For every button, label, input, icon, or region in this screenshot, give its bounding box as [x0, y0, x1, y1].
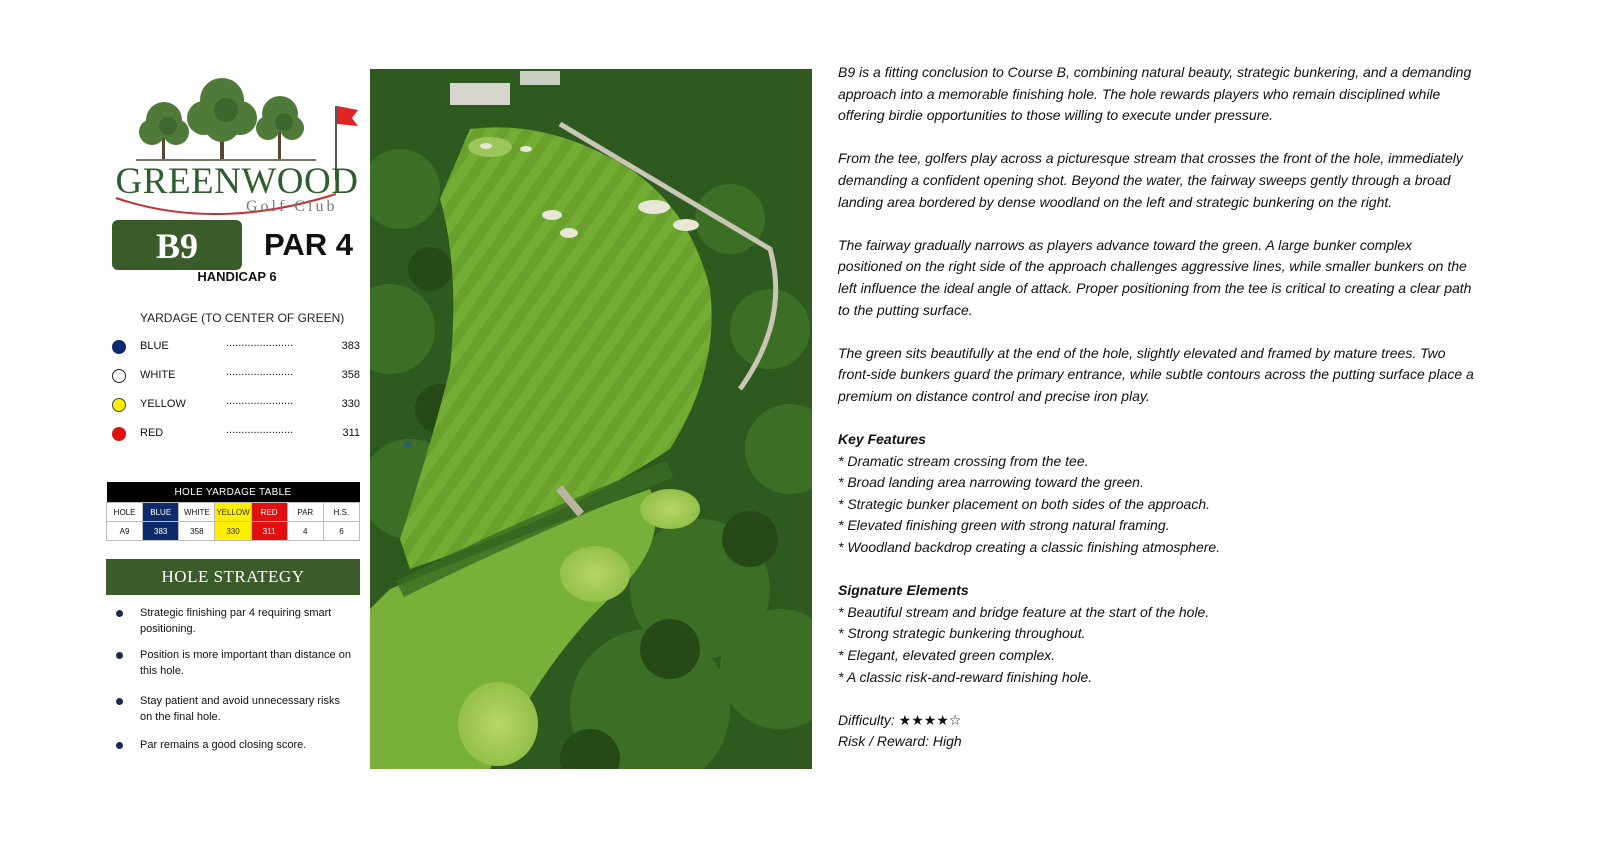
aerial-course-illustration [370, 69, 812, 769]
bullet-icon [116, 742, 123, 749]
table-header: WHITE [179, 503, 215, 522]
blue-tee-marker-icon [112, 340, 126, 354]
table-cell: 330 [215, 522, 251, 541]
hole-number-badge: B9 [112, 220, 242, 270]
signature-item: * A classic risk-and-reward finishing hole. [838, 668, 1093, 685]
signature-item: * Elegant, elevated green complex. [838, 647, 1056, 664]
table-header: YELLOW [215, 503, 251, 522]
yardage-row [112, 425, 360, 445]
description-paragraph: The green sits beautifully at the end of the hole, slightly elevated and framed by mature trees. Two front-side bunkers guard the primary entrance, while subtle contours across the putting surface place a premium on distance control and precise iron play. [838, 344, 1474, 404]
red-tee-marker-icon [112, 427, 126, 441]
yardage-title: YARDAGE (TO CENTER OF GREEN) [140, 311, 345, 325]
table-header-row [107, 503, 360, 522]
yellow-tee-marker-icon [112, 398, 126, 412]
bullet-icon [116, 698, 123, 705]
spacer [838, 688, 1478, 710]
description-paragraph: B9 is a fitting conclusion to Course B, combining natural beauty, strategic bunkering, and a demanding approach into a memorable finishing hole. The hole rewards players who remain disciplined while offering birdie opportunities to those willing to execute under pressure. [838, 64, 1472, 124]
signature-elements-heading: Signature Elements [838, 582, 969, 599]
table-caption: HOLE YARDAGE TABLE [107, 482, 360, 503]
tee-name: YELLOW [140, 398, 186, 410]
risk-reward-label: Risk / Reward: High [838, 733, 962, 750]
dotted-leader: ...................... [226, 337, 294, 349]
table-cell: A9 [107, 522, 143, 541]
bullet-icon [116, 652, 123, 659]
table-cell: 4 [287, 522, 323, 541]
hole-yardage-table [106, 482, 360, 541]
table-row [107, 522, 360, 541]
key-feature-item: * Strategic bunker placement on both sides of the approach. [838, 495, 1211, 512]
tee-yards: 330 [341, 398, 360, 410]
tee-name: WHITE [140, 369, 176, 381]
table-header: PAR [287, 503, 323, 522]
key-features-heading: Key Features [838, 431, 926, 448]
table-cell: 358 [179, 522, 215, 541]
table-header: HOLE [107, 503, 143, 522]
tee-yards: 311 [342, 427, 360, 439]
hole-description [838, 62, 1478, 753]
strategy-text: Strategic finishing par 4 requiring smart positioning. [140, 607, 332, 635]
description-paragraph: From the tee, golfers play across a picturesque stream that crosses the front of the hole, immediately demanding a confident opening shot. Beyond the water, the fairway sweeps gently through a broad landing area bordered by dense woodland on the left and strategic bunkering on the right. [838, 150, 1463, 210]
dotted-leader: ...................... [226, 366, 294, 378]
signature-item: * Strong strategic bunkering throughout. [838, 625, 1086, 642]
key-feature-item: * Broad landing area narrowing toward the green. [838, 474, 1144, 491]
table-header: RED [251, 503, 287, 522]
table-cell: 6 [323, 522, 359, 541]
par-label: PAR 4 [264, 227, 354, 262]
aerial-hole-image [370, 69, 812, 769]
white-tee-marker-icon [112, 369, 126, 383]
hole-strategy-heading: HOLE STRATEGY [106, 559, 360, 595]
description-paragraph: The fairway gradually narrows as players advance toward the green. A large bunker complex positioned on the right side of the approach challenges aggressive lines, while smaller bunkers on the left influence the ideal angle of attack. Proper positioning from the tee is critical to creating a clear path to the putting surface. [838, 236, 1472, 318]
bullet-icon [116, 610, 123, 617]
strategy-text: Par remains a good closing score. [140, 739, 307, 751]
key-feature-item: * Elevated finishing green with strong natural framing. [838, 517, 1170, 534]
table-cell: 311 [251, 522, 287, 541]
table-header: H.S. [323, 503, 359, 522]
tee-yards: 383 [341, 340, 360, 352]
key-feature-item: * Dramatic stream crossing from the tee. [838, 452, 1089, 469]
strategy-text: Position is more important than distance on this hole. [140, 649, 351, 677]
spacer [838, 559, 1478, 581]
table-cell: 383 [143, 522, 179, 541]
signature-item: * Beautiful stream and bridge feature at the start of the hole. [838, 603, 1210, 620]
yardage-row [112, 396, 360, 416]
strategy-text: Stay patient and avoid unnecessary risks on the final hole. [140, 695, 340, 723]
difficulty-rating: Difficulty: ★★★★☆ [838, 711, 962, 728]
club-logo [106, 62, 368, 222]
club-name: GREENWOOD [115, 161, 359, 202]
dotted-leader: ...................... [226, 395, 294, 407]
key-feature-item: * Woodland backdrop creating a classic finishing atmosphere. [838, 539, 1221, 556]
handicap-label: HANDICAP 6 [197, 269, 277, 284]
yardage-row [112, 367, 360, 387]
table-header: BLUE [143, 503, 179, 522]
dotted-leader: ...................... [226, 424, 294, 436]
tee-name: RED [140, 427, 164, 439]
tee-yards: 358 [341, 369, 360, 381]
yardage-row [112, 338, 360, 358]
scorecard-panel [106, 62, 368, 782]
club-subtitle: Golf Club [246, 198, 338, 215]
tee-name: BLUE [140, 340, 169, 352]
